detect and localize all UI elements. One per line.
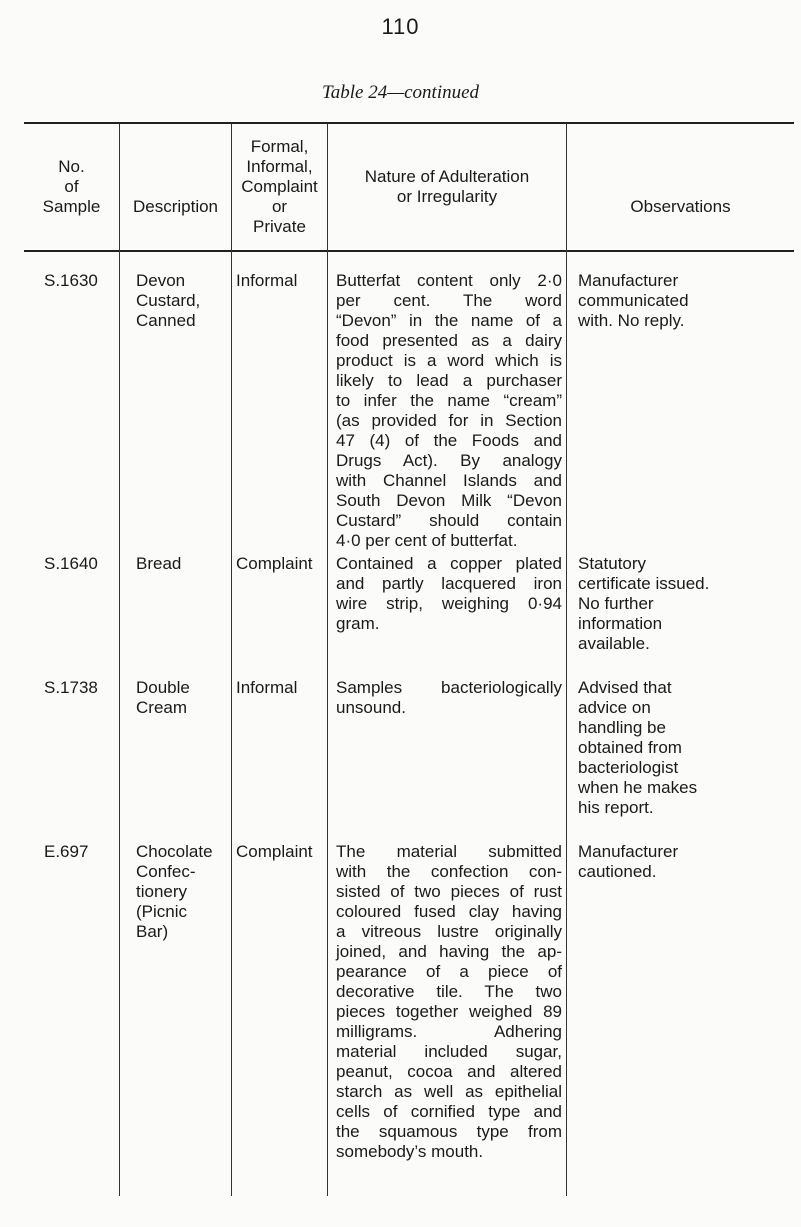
observations: Statutory certificate issued. No further information available. <box>578 554 710 653</box>
formal-status: Informal <box>236 271 298 290</box>
header-observations: Observations <box>630 197 731 216</box>
sample-number: S.1630 <box>44 271 98 290</box>
formal-status: Informal <box>236 678 298 697</box>
nature-text: Butterfat content only 2·0 per cent. The word “Devon” in the name of a food presented as a dairy product is a word which is likely to lead a purchaser to infer the name “cream” (as provided for in Section 47 (4) of the Foods and Drugs Act). By analogy with Channel Islands and South Devon Milk “Devon Custard” should contain 4·0 per cent of butterfat. <box>336 271 562 550</box>
description: Chocolate Confec- tionery (Picnic Bar) <box>136 842 213 941</box>
description: Double Cream <box>136 678 190 717</box>
column-divider <box>566 124 567 1196</box>
sample-number: S.1640 <box>44 554 98 573</box>
page-number: 110 <box>381 14 420 39</box>
sample-number: S.1738 <box>44 678 98 697</box>
formal-status: Complaint <box>236 554 313 573</box>
formal-status: Complaint <box>236 842 313 861</box>
nature-text: The material submitted with the confection con- sisted of two pieces of rust coloured fused clay having a vitreous lustre originally joined, and having the ap- pearance of a piece of decorative tile. The two pieces together weighed 89 milligrams. Adhering material included sugar, peanut, cocoa and altered starch as well as epithelial cells of cornified type and the squamous type from somebody’s mouth. <box>336 842 562 1161</box>
header-description: Description <box>132 197 219 216</box>
header-formal: Formal, Informal, Complaint or Private <box>241 137 318 236</box>
observations: Advised that advice on handling be obtained from bacteriologist when he makes his report. <box>578 678 698 817</box>
column-divider <box>231 124 232 1196</box>
observations: Manufacturer cautioned. <box>578 842 679 881</box>
nature-text: Samples bacteriologically unsound. <box>336 678 562 717</box>
table-title: Table 24—continued <box>321 82 480 103</box>
column-divider <box>327 124 328 1196</box>
description: Bread <box>136 554 182 573</box>
observations: Manufacturer communicated with. No reply. <box>578 271 689 330</box>
header-bottom-rule <box>24 250 794 252</box>
header-nature: Nature of Adulteration or Irregularity <box>364 167 530 206</box>
nature-text: Contained a copper plated and partly lacquered iron wire strip, weighing 0·94 gram. <box>336 554 562 633</box>
description: Devon Custard, Canned <box>136 271 201 330</box>
sample-number: E.697 <box>44 842 89 861</box>
header-no-sample: No. of Sample <box>42 157 101 216</box>
